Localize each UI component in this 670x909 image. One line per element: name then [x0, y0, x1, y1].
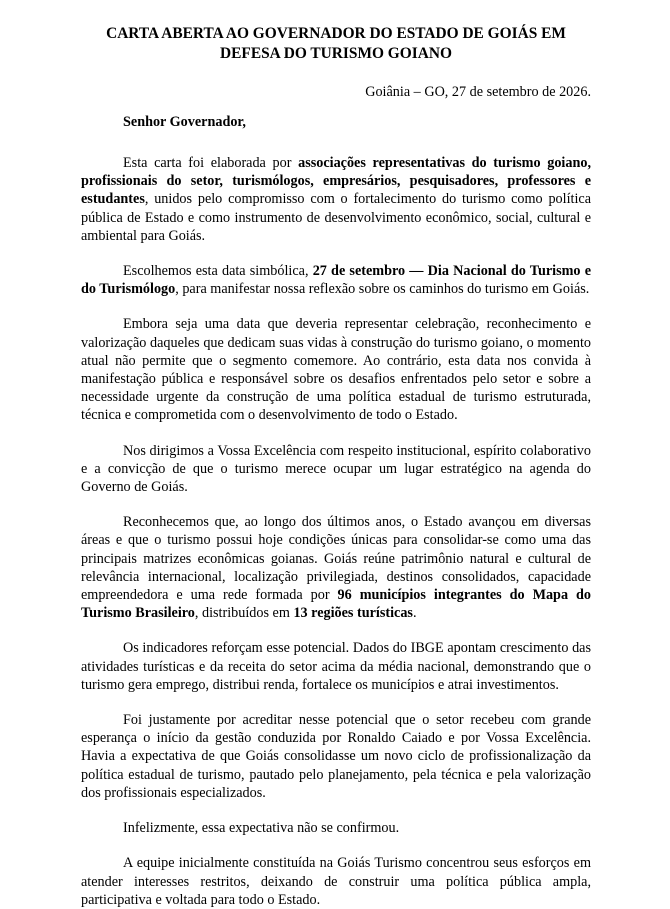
paragraph-5: [81, 513, 591, 622]
paragraph-2-text-a: Escolhemos esta data simbólica,: [123, 263, 313, 280]
letter-title: [81, 24, 591, 64]
paragraph-2-text-c: , para manifestar nossa reflexão sobre os caminhos do turismo em Goiás.: [175, 281, 590, 298]
paragraph-6: Os indicadores reforçam esse potencial. Dados do IBGE apontam crescimento das atividades turísticas e da receita do setor acima da média nacional, demonstrando que o turismo gera emprego, distribui renda, fortalece os municípios e atrai investimentos.: [81, 640, 591, 693]
paragraph-2-bold: 27 de setembro — Dia Nacional do Turismo e do Turismólogo: [81, 263, 591, 298]
paragraph-1-text-c: , unidos pelo compromisso com o fortalecimento do turismo como política pública de Estado e como instrumento de desenvolvimento econômico, social, cultural e ambiental para Goiás.: [81, 191, 591, 244]
paragraph-8: Infelizmente, essa expectativa não se confirmou.: [123, 820, 400, 837]
salutation: Senhor Governador,: [123, 114, 246, 130]
paragraph-1-bold: associações representativas do turismo goiano, profissionais do setor, turismólogos, empresários, pesquisadores, professores e estudantes: [81, 155, 591, 208]
letter-title-line-1: CARTA ABERTA AO GOVERNADOR DO ESTADO DE GOIÁS EM: [106, 25, 566, 42]
paragraph-1: [81, 154, 591, 245]
paragraph-9: A equipe inicialmente constituída na Goiás Turismo concentrou seus esforços em atender interesses restritos, deixando de construir uma política pública ampla, participativa e voltada para todo o Estado.: [81, 855, 591, 908]
paragraph-4: Nos dirigimos a Vossa Excelência com respeito institucional, espírito colaborativo e a convicção de que o turismo merece ocupar um lugar estratégico na agenda do Governo de Goiás.: [81, 442, 591, 496]
paragraph-5-text-c: , distribuídos em: [194, 605, 294, 622]
letter-title-line-2: DEFESA DO TURISMO GOIANO: [220, 45, 452, 62]
paragraph-7: Foi justamente por acreditar nesse potencial que o setor recebeu com grande esperança o início da gestão conduzida por Ronaldo Caiado e por Vossa Excelência. Havia a expectativa de que Goiás consolidasse um novo ciclo de profissionalização da política estadual de turismo, pautado pelo planejamento, pela técnica e pela valorização dos profissionais especializados.: [81, 712, 591, 801]
paragraph-5-text-e: .: [412, 605, 417, 622]
place-date: Goiânia – GO, 27 de setembro de 2026.: [365, 84, 591, 100]
paragraph-2: [81, 262, 591, 298]
paragraph-5-text-a: Reconhecemos que, ao longo dos últimos anos, o Estado avançou em diversas áreas e que o turismo possui hoje condições únicas para consolidar-se como uma das principais matrizes econômicas goianas. Goiás reúne patrimônio natural e cultural de relevância internacional, localização privilegiada, destinos consolidados, capacidade empreendedora e uma rede formada por: [81, 514, 591, 604]
paragraph-3: Embora seja uma data que deveria representar celebração, reconhecimento e valorização daqueles que dedicam suas vidas à construção do turismo goiano, o momento atual não permite que o segmento comemore. Ao contrário, esta data nos convida à manifestação pública e responsável sobre os desafios enfrentados pelo setor e sobre a necessidade urgente da construção de uma política estadual de turismo estruturada, técnica e comprometida com o desenvolvimento de todo o Estado.: [81, 316, 591, 424]
paragraph-1-text-a: Esta carta foi elaborada por: [123, 155, 299, 171]
paragraph-5-bold-municipios: 96 municípios integrantes do Mapa do Turismo Brasileiro: [81, 587, 591, 622]
paragraph-5-bold-regioes: 13 regiões turísticas: [293, 605, 413, 622]
